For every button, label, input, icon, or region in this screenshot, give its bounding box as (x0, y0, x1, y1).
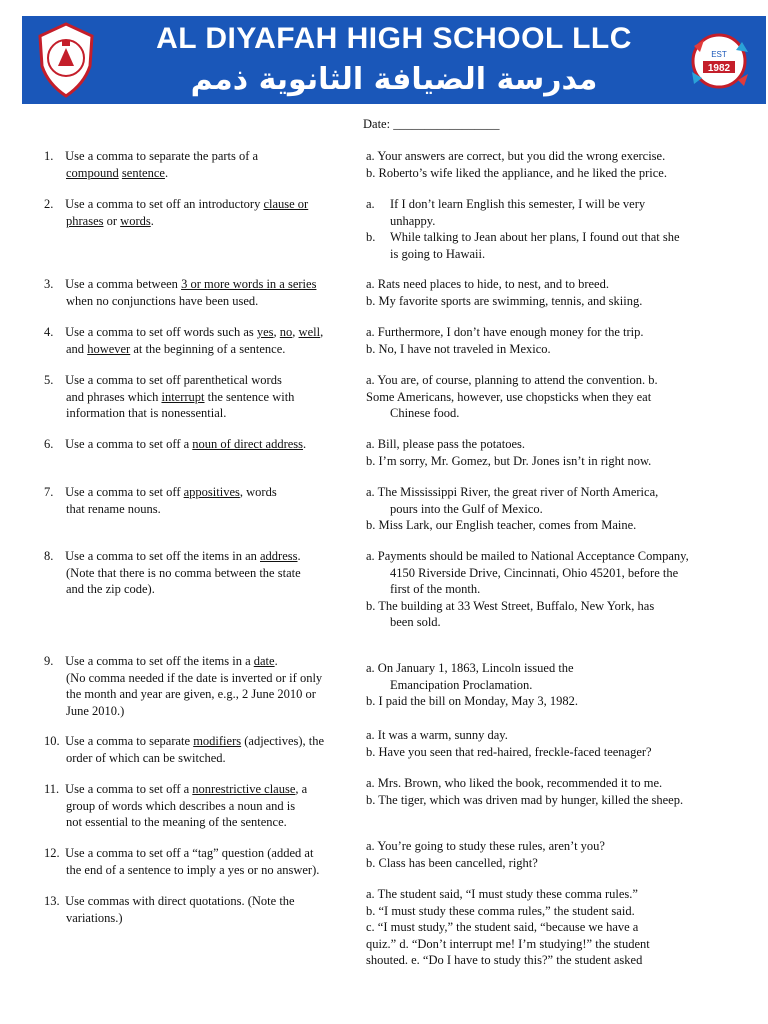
badge-year-text: 1982 (707, 63, 731, 74)
rule-10: 10. Use a comma to separate modifiers (adjectives), the order of which can be switched. (44, 734, 325, 765)
rule-1: 1. Use a comma to separate the parts of a compound sentence. (44, 149, 259, 180)
school-name-arabic: مدرسة الضيافة الثانوية ذمم (190, 62, 598, 97)
rule-5-examples: a. You are, of course, planning to attend the convention. b. Some Americans, however, use chopsticks when they eat Chinese food. (366, 373, 658, 420)
rule-6: 6. Use a comma to set off a noun of direct address. (44, 437, 307, 451)
rule-13: 13. Use commas with direct quotations. (Note the variations.) (44, 894, 295, 925)
rule-2: 2. Use a comma to set off an introductory clause or phrases or words. (44, 197, 309, 228)
rule-8-examples: a. Payments should be mailed to National Acceptance Company, 4150 Riverside Drive, Cincinnati, Ohio 45201, before the first of the month. b. The building at 33 West Street, Buffalo, New York, has been sold. (366, 549, 689, 629)
badge-est-text: EST (711, 50, 727, 59)
rule-3: 3. Use a comma between 3 or more words in a series when no conjunctions have been used. (44, 277, 317, 308)
established-badge-logo (684, 26, 754, 96)
rule-13-examples: a. The student said, “I must study these comma rules.” b. “I must study these comma rules,” the student said. c. “I must study,” the student said, “because we have a quiz.” d. “Don’t interrupt me! I’m studying!” the student shouted. e. “Do I have to study this?” the student asked (366, 887, 650, 967)
rule-12: 12. Use a comma to set off a “tag” question (added at the end of a sentence to imply a yes or no answer). (44, 846, 320, 877)
rule-3-examples: a. Rats need places to hide, to nest, and to breed. b. My favorite sports are swimming, tennis, and skiing. (366, 277, 643, 308)
rule-12-examples: a. You’re going to study these rules, aren’t you? b. Class has been cancelled, right? (366, 839, 605, 870)
rule-6-examples: a. Bill, please pass the potatoes. b. I’m sorry, Mr. Gomez, but Dr. Jones isn’t in right now. (366, 437, 652, 468)
rule-9: 9. Use a comma to set off the items in a date. (No comma needed if the date is inverted or if only the month and year are given, e.g., 2 June 2010 or June 2010.) (44, 654, 323, 718)
rule-7: 7. Use a comma to set off appositives, words that rename nouns. (44, 485, 277, 516)
rule-11-examples: a. Mrs. Brown, who liked the book, recommended it to me. b. The tiger, which was driven mad by hunger, killed the sheep. (366, 776, 684, 807)
rule-8: 8. Use a comma to set off the items in an address. (Note that there is no comma between the state and the zip code). (44, 549, 301, 596)
rule-10-examples: a. It was a warm, sunny day. b. Have you seen that red-haired, freckle-faced teenager? (366, 728, 652, 759)
date-field-label: Date: _________________ (363, 117, 500, 131)
school-banner (22, 16, 766, 104)
rule-7-examples: a. The Mississippi River, the great river of North America, pours into the Gulf of Mexico. b. Miss Lark, our English teacher, comes from Maine. (366, 485, 659, 532)
school-name-english: AL DIYAFAH HIGH SCHOOL LLC (156, 22, 632, 55)
rule-1-examples: a. Your answers are correct, but you did the wrong exercise. b. Roberto’s wife liked the appliance, and he liked the price. (366, 149, 667, 180)
rule-2-examples: a. If I don’t learn English this semester, I will be very unhappy. b. While talking to Jean about her plans, I found out that she is going to Hawaii. (366, 197, 680, 261)
rule-11: 11. Use a comma to set off a nonrestrictive clause, a group of words which describes a noun and is not essential to the meaning of the sentence. (44, 782, 308, 829)
rule-4: 4. Use a comma to set off words such as yes, no, well, and however at the beginning of a sentence. (44, 325, 324, 356)
rule-9-examples: a. On January 1, 1863, Lincoln issued the Emancipation Proclamation. b. I paid the bill on Monday, May 3, 1982. (366, 661, 579, 708)
rule-4-examples: a. Furthermore, I don’t have enough money for the trip. b. No, I have not traveled in Mexico. (366, 325, 644, 356)
rule-5: 5. Use a comma to set off parenthetical words and phrases which interrupt the sentence with information that is nonessential. (44, 373, 295, 420)
